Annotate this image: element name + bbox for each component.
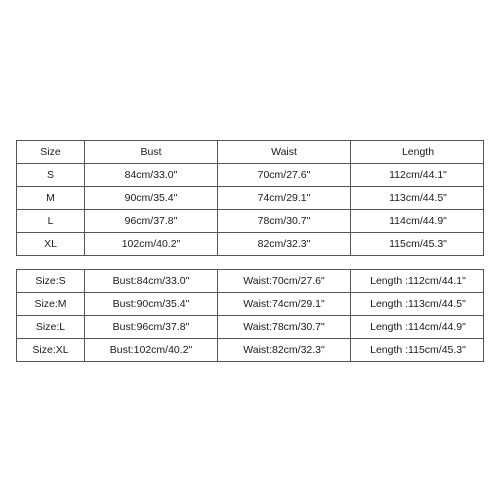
bust-cell: 102cm/40.2" [85, 233, 218, 255]
size-chart-labeled-table [16, 269, 484, 362]
header-length: Length [401, 146, 435, 158]
waist-cell: 78cm/30.7" [218, 210, 351, 232]
size-chart-table [16, 140, 484, 256]
bust-cell: 96cm/37.8" [85, 210, 218, 232]
size-cell: Size:M [17, 293, 85, 315]
table-row [17, 209, 483, 232]
table-row [17, 232, 483, 255]
table-header-row [17, 141, 483, 163]
bust-cell: 90cm/35.4" [85, 187, 218, 209]
header-bust: Bust [85, 141, 218, 163]
waist-cell: 70cm/27.6" [218, 164, 351, 186]
bust-cell: Bust:102cm/40.2" [85, 339, 218, 361]
bust-cell: 84cm/33.0" [85, 164, 218, 186]
length-cell: 112cm/44.1" [389, 169, 447, 181]
bust-cell: Bust:84cm/33.0" [85, 270, 218, 292]
table-row [17, 163, 483, 186]
table-row [17, 338, 483, 361]
length-cell: 115cm/45.3" [389, 238, 447, 250]
length-cell: Length :114cm/44.9" [370, 321, 466, 333]
header-waist: Waist [218, 141, 351, 163]
size-cell: S [17, 164, 85, 186]
table-row [17, 292, 483, 315]
table-row [17, 186, 483, 209]
size-cell: Size:S [17, 270, 85, 292]
size-cell: Size:L [17, 316, 85, 338]
waist-cell: Waist:70cm/27.6" [218, 270, 351, 292]
waist-cell: Waist:82cm/32.3" [218, 339, 351, 361]
bust-cell: Bust:90cm/35.4" [85, 293, 218, 315]
length-cell: Length :113cm/44.5" [370, 298, 466, 310]
waist-cell: 74cm/29.1" [218, 187, 351, 209]
size-cell: M [17, 187, 85, 209]
length-cell: Length :112cm/44.1" [370, 275, 466, 287]
waist-cell: 82cm/32.3" [218, 233, 351, 255]
waist-cell: Waist:78cm/30.7" [218, 316, 351, 338]
bust-cell: Bust:96cm/37.8" [85, 316, 218, 338]
length-cell: 114cm/44.9" [389, 215, 447, 227]
waist-cell: Waist:74cm/29.1" [218, 293, 351, 315]
length-cell: 113cm/44.5" [389, 192, 447, 204]
table-row [17, 270, 483, 292]
length-cell: Length :115cm/45.3" [370, 344, 466, 356]
size-cell: L [17, 210, 85, 232]
size-cell: Size:XL [17, 339, 85, 361]
header-size: Size [17, 141, 85, 163]
size-cell: XL [17, 233, 85, 255]
table-row [17, 315, 483, 338]
